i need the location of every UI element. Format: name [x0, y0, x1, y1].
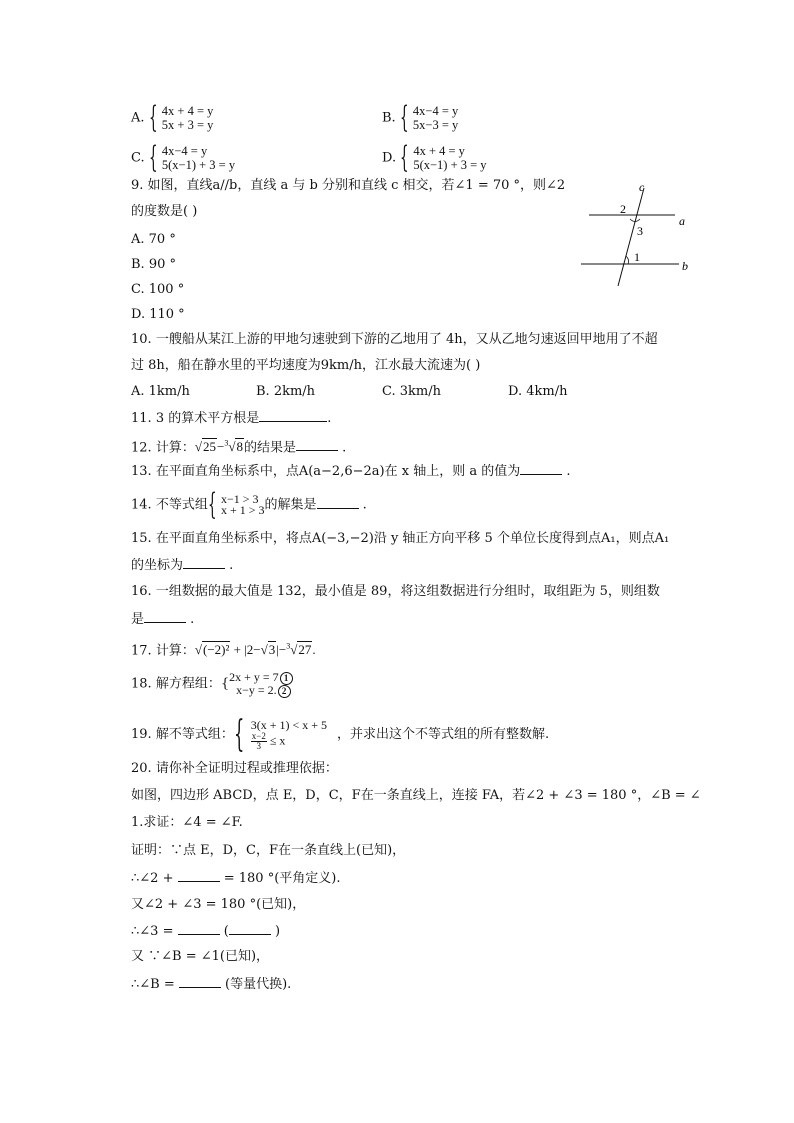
- option-label: D.: [382, 150, 397, 166]
- question-text: 3 的算术平方根是: [155, 411, 260, 426]
- q9-option-c: C. 100 °: [131, 282, 185, 297]
- question-text: 如图，直线a//b，直线 a 与 b 分别和直线 c 相交，若∠1 = 70 °，则∠2: [147, 178, 566, 193]
- answer-blank[interactable]: [183, 556, 225, 569]
- operator: + |2−: [230, 642, 261, 658]
- question-text: 请你补全证明过程或推理依据：: [155, 761, 338, 776]
- denominator: 3: [256, 741, 262, 751]
- proof-text: ∴∠3 =: [131, 924, 178, 939]
- answer-blank[interactable]: [144, 610, 186, 623]
- q10-option-c: C. 3km/h: [382, 384, 441, 399]
- question-text: 一艘船从某江上游的甲地匀速驶到下游的乙地用了 4h，又从乙地匀速返回甲地用了不超: [155, 332, 658, 347]
- q8-option-b: [382, 100, 459, 135]
- question-number: 10.: [131, 332, 152, 347]
- equation: 5(x−1) + 3 = y: [161, 158, 236, 172]
- q19-question: [131, 713, 550, 755]
- sqrt-expression: √25−$^3$√8: [194, 439, 243, 455]
- question-number: 13.: [131, 464, 152, 479]
- q14-question: [131, 487, 367, 522]
- question-number: 9.: [131, 178, 144, 193]
- brace-icon: {: [400, 140, 409, 175]
- q8-option-c: [131, 140, 236, 175]
- q8-option-d: [382, 140, 487, 175]
- question-text: 的解集是: [264, 497, 317, 513]
- numerator: x−2: [251, 731, 266, 741]
- proof-text: ∴∠2 +: [131, 871, 178, 886]
- answer-blank[interactable]: [520, 462, 562, 475]
- q11-question: [131, 409, 331, 428]
- question-number: 14.: [131, 497, 152, 513]
- q9-option-a: A. 70 °: [131, 232, 176, 247]
- inequality: ≤ x: [269, 733, 286, 748]
- expression: √(−2)² + |2−√3|−$^3$√27.: [194, 642, 316, 658]
- equation: 4x−4 = y: [161, 144, 208, 158]
- q9-question: [131, 177, 565, 195]
- q13-question: [131, 462, 570, 481]
- equation: 2x + y = 7: [229, 670, 279, 684]
- punctuation: .: [327, 411, 332, 426]
- label-c: c: [639, 180, 645, 194]
- equation: 5(x−1) + 3 = y: [413, 158, 487, 172]
- q15-question: [131, 530, 669, 548]
- question-text: 在平面直角坐标系中，点A(a−2,6−2a)在 x 轴上，则 a 的值为: [155, 464, 521, 479]
- brace-icon: {: [399, 100, 409, 135]
- operator: |−: [276, 642, 287, 658]
- question-text: 计算：: [155, 643, 195, 659]
- equation: 4x + 4 = y: [413, 144, 465, 158]
- q12-question: [131, 435, 346, 457]
- q10-option-d: D. 4km/h: [508, 384, 568, 399]
- equation: 5x−3 = y: [412, 118, 459, 132]
- equation: 4x−4 = y: [412, 104, 459, 118]
- question-number: 20.: [131, 761, 152, 776]
- proof-text: ): [270, 924, 281, 939]
- q10-question: [131, 331, 658, 349]
- proof-line: 又∠2 + ∠3 = 180 °(已知)，: [131, 897, 306, 912]
- label-b: b: [682, 259, 688, 273]
- punctuation: .: [342, 440, 347, 456]
- radicand: 27: [298, 642, 312, 658]
- q16-question-cont: [131, 610, 194, 629]
- proof-line: 证明：∵点 E，D，C，F在一条直线上(已知)，: [131, 843, 406, 858]
- question-number: 11.: [131, 411, 152, 426]
- question-text: 的结果是: [243, 440, 296, 456]
- fraction: [251, 732, 267, 751]
- operator: −: [216, 439, 225, 455]
- label-a: a: [679, 214, 685, 228]
- q8-option-a: [131, 100, 214, 135]
- option-label: C.: [131, 150, 145, 166]
- answer-blank[interactable]: [259, 409, 327, 422]
- punctuation: .: [312, 642, 316, 658]
- equation: x−y = 2.: [236, 683, 277, 697]
- answer-blank[interactable]: [317, 496, 359, 509]
- question-text: ，并求出这个不等式组的所有整数解.: [337, 727, 550, 742]
- question-number: 12.: [131, 440, 152, 456]
- radicand: 8: [236, 439, 243, 455]
- reason-blank[interactable]: [229, 922, 271, 935]
- radicand: 3: [268, 642, 276, 658]
- punctuation: .: [190, 612, 195, 627]
- question-text: 过 8h，船在静水里的平均速度为9km/h，江水最大流速为( ): [131, 358, 481, 373]
- radicand: (−2)²: [202, 642, 230, 658]
- proof-line: 又 ∵∠B = ∠1(已知)，: [131, 949, 270, 964]
- equation: 4x + 4 = y: [161, 104, 214, 118]
- inequality: x + 1 > 3: [220, 503, 265, 517]
- proof-line: [131, 975, 291, 994]
- brace-icon: {: [233, 713, 245, 755]
- angle-2-label: 2: [620, 202, 626, 216]
- option-label: A.: [131, 110, 145, 126]
- q16-question: [131, 583, 660, 601]
- angle-arc: [626, 256, 629, 264]
- question-number: 18.: [131, 676, 152, 692]
- answer-blank[interactable]: [178, 869, 220, 882]
- circled-number-2: 2: [278, 685, 291, 698]
- question-text: 1.求证：∠4 = ∠F.: [131, 815, 243, 830]
- proof-line: [131, 869, 340, 888]
- question-text: 计算：: [155, 440, 195, 456]
- q15-question-cont: [131, 556, 233, 575]
- q9-option-d: D. 110 °: [131, 307, 185, 322]
- radicand: 25: [202, 439, 216, 455]
- question-text: 不等式组: [155, 497, 208, 513]
- punctuation: .: [362, 497, 367, 513]
- question-text: 解方程组：{: [155, 676, 230, 692]
- question-number: 17.: [131, 643, 152, 659]
- q10-option-b: B. 2km/h: [256, 384, 316, 399]
- question-number: 15.: [131, 531, 152, 546]
- proof-text: = 180 °(平角定义).: [219, 871, 341, 886]
- punctuation: .: [566, 464, 571, 479]
- q10-option-a: A. 1km/h: [131, 384, 190, 399]
- inequality: 3(x + 1) < x + 5: [250, 718, 328, 732]
- answer-blank[interactable]: [179, 975, 221, 988]
- question-text: 是: [131, 612, 145, 627]
- q18-question: [131, 671, 293, 697]
- question-number: 16.: [131, 584, 152, 599]
- question-text: 的坐标为: [131, 558, 184, 573]
- brace-icon: {: [207, 487, 217, 522]
- question-text: 如图，四边形 ABCD，点 E，D，C，F在一条直线上，连接 FA，若∠2 + ∠3 = 180 °，∠B = ∠: [131, 788, 701, 803]
- angle-1-label: 1: [634, 250, 640, 264]
- inequality: x−1 > 3: [220, 492, 259, 506]
- brace-icon: {: [148, 140, 158, 175]
- brace-icon: {: [148, 100, 158, 135]
- answer-blank[interactable]: [178, 922, 220, 935]
- q17-question: [131, 638, 316, 660]
- circled-number-1: 1: [280, 672, 293, 685]
- question-number: 19.: [131, 727, 152, 742]
- question-text: 解不等式组：: [155, 727, 234, 742]
- question-text: 的度数是( ): [131, 204, 198, 219]
- q20-question: [131, 760, 338, 778]
- q9-parallel-lines-figure: [575, 178, 695, 290]
- question-text: 在平面直角坐标系中，将点A(−3,−2)沿 y 轴正方向平移 5 个单位长度得到点A₁，则点A₁: [155, 531, 670, 546]
- punctuation: .: [229, 558, 234, 573]
- q9-option-b: B. 90 °: [131, 257, 176, 272]
- proof-line: [131, 922, 280, 941]
- proof-text: (: [219, 924, 229, 939]
- answer-blank[interactable]: [296, 438, 338, 451]
- angle-3-label: 3: [637, 224, 643, 238]
- proof-text: (等量代换).: [220, 977, 292, 992]
- equation: 5x + 3 = y: [161, 118, 214, 132]
- proof-text: ∴∠B =: [131, 977, 179, 992]
- option-label: B.: [382, 110, 396, 126]
- question-text: 一组数据的最大值是 132，最小值是 89，将这组数据进行分组时，取组距为 5，则组数: [155, 584, 660, 599]
